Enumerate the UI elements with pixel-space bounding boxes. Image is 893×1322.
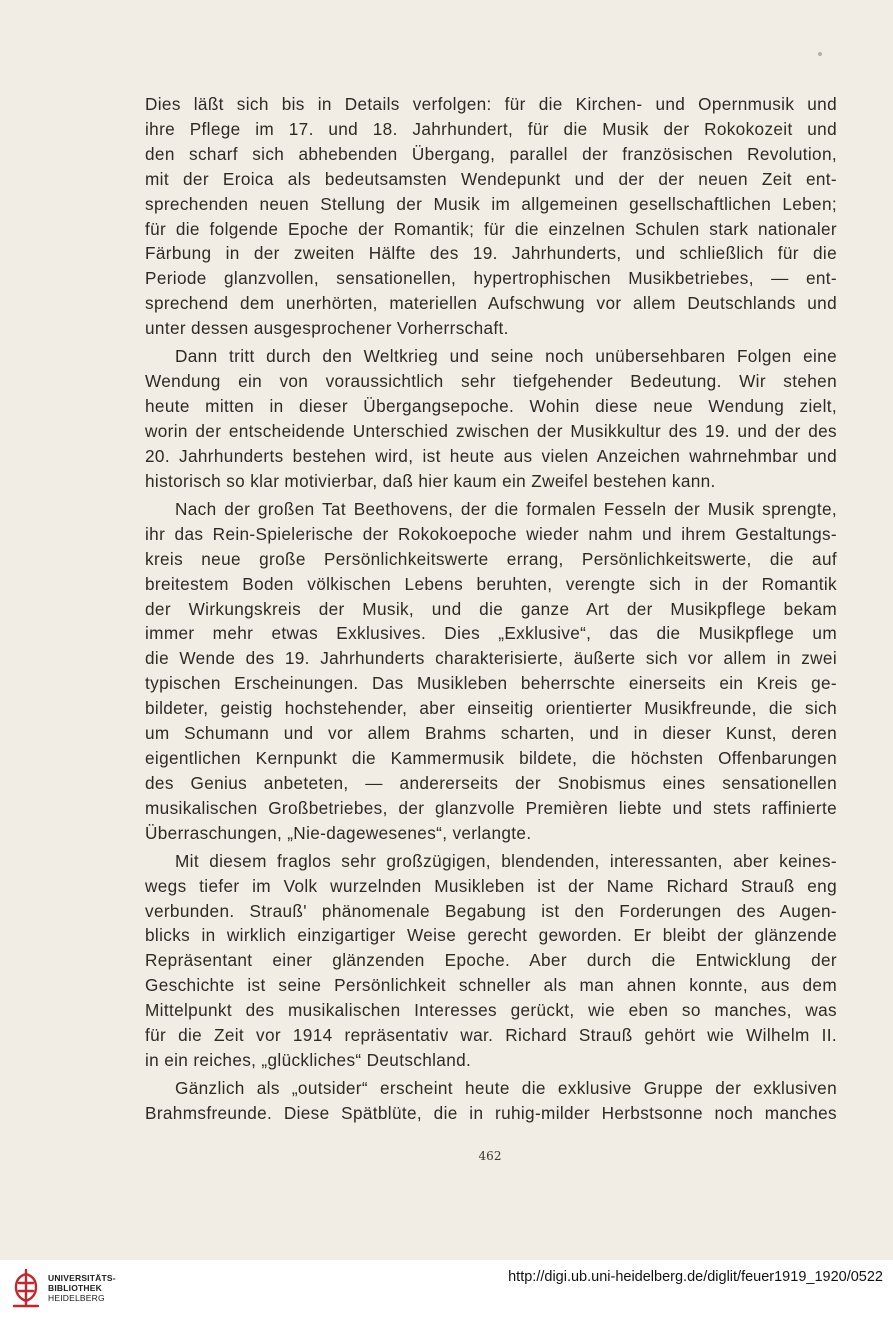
text-line: mit der Eroica als bedeutsamsten Wendepunkt und der der neuen Zeit ent- <box>145 168 837 189</box>
text-line: eigentlichen Kernpunkt die Kammermusik bildete, die höchsten Offenbarungen <box>145 747 837 768</box>
text-line: für die folgende Epoche der Romantik; für die einzelnen Schulen stark nationaler <box>145 218 837 239</box>
text-line: wegs tiefer im Volk wurzelnden Musikleben ist der Name Richard Strauß eng <box>145 875 837 896</box>
text-line: ihre Pflege im 17. und 18. Jahrhundert, für die Musik der Rokokozeit und <box>145 118 837 139</box>
body-text <box>145 92 837 1129</box>
paragraph-4 <box>145 849 837 1073</box>
text-line: 20. Jahrhunderts bestehen wird, ist heute aus vielen Anzeichen wahrnehmbar und <box>145 445 837 466</box>
text-line: musikalischen Großbetriebes, der glanzvolle Premièren liebte und stets raffinierte <box>145 797 837 818</box>
text-line: Nach der großen Tat Beethovens, der die formalen Fesseln der Musik sprengte, <box>175 498 837 519</box>
text-line: verbunden. Strauß' phänomenale Begabung ist den Forderungen des Augen- <box>145 900 837 921</box>
text-line: des Genius anbeteten, — andererseits der Snobismus eines sensationellen <box>145 772 837 793</box>
text-line: Gänzlich als „outsider“ erscheint heute die exklusive Gruppe der exklusiven <box>175 1078 837 1099</box>
text-line: immer mehr etwas Exklusives. Dies „Exklusive“, das die Musikpflege um <box>145 623 837 644</box>
text-line: ihr das Rein-Spielerische der Rokokoepoche wieder nahm und ihrem Gestaltungs- <box>145 523 837 544</box>
text-line: die Wende des 19. Jahrhunderts charakterisierte, äußerte sich vor allem in zwei <box>145 648 837 669</box>
library-logo-icon <box>10 1267 42 1309</box>
page-number: 462 <box>478 1149 502 1163</box>
text-line: unter dessen ausgesprochener Vorherrschaft. <box>145 318 509 339</box>
library-name-line: BIBLIOTHEK <box>48 1283 102 1293</box>
text-line: der Wirkungskreis der Musik, und die ganze Art der Musikpflege bekam <box>145 598 837 619</box>
paper-speck <box>818 52 822 56</box>
text-line: kreis neue große Persönlichkeitswerte errang, Persönlichkeitswerte, die auf <box>145 548 837 569</box>
text-line: breitestem Boden völkischen Lebens beruhten, verengte sich in der Romantik <box>145 573 837 594</box>
text-line: Mit diesem fraglos sehr großzügigen, blendenden, interessanten, aber keines- <box>175 850 837 871</box>
text-line: sprechenden neuen Stellung der Musik im allgemeinen gesellschaftlichen Leben; <box>145 193 837 214</box>
source-url[interactable]: http://digi.ub.uni-heidelberg.de/diglit/feuer1919_1920/0522 <box>508 1269 883 1285</box>
text-line: Wendung ein von voraussichtlich sehr tiefgehender Bedeutung. Wir stehen <box>145 371 837 392</box>
text-line: den scharf sich abhebenden Übergang, parallel der französischen Revolution, <box>145 143 837 164</box>
text-line: Mittelpunkt des musikalischen Interesses gerückt, wie eben so manches, was <box>145 1000 837 1021</box>
text-line: blicks in wirklich einzigartiger Weise gerecht geworden. Er bleibt der glänzende <box>145 925 837 946</box>
paragraph-1 <box>145 92 837 341</box>
library-name <box>48 1273 116 1303</box>
text-line: Geschichte ist seine Persönlichkeit schneller als man ahnen konnte, aus dem <box>145 975 837 996</box>
text-line: typischen Erscheinungen. Das Musikleben beherrschte einerseits ein Kreis ge- <box>145 673 837 694</box>
text-line: um Schumann und vor allem Brahms scharten, und in dieser Kunst, deren <box>145 723 837 744</box>
text-line: Repräsentant einer glänzenden Epoche. Aber durch die Entwicklung der <box>145 950 837 971</box>
text-line: Überraschungen, „Nie-dagewesenes“, verlangte. <box>145 822 532 843</box>
text-line: sprechend dem unerhörten, materiellen Aufschwung vor allem Deutschlands und <box>145 293 837 314</box>
paragraph-2 <box>145 344 837 493</box>
library-name-line: UNIVERSITÄTS- <box>48 1273 116 1283</box>
text-line: Brahmsfreunde. Diese Spätblüte, die in ruhig-milder Herbstsonne noch manches <box>145 1103 837 1123</box>
text-line: Dann tritt durch den Weltkrieg und seine noch unübersehbaren Folgen eine <box>175 346 837 367</box>
text-line: Periode glanzvollen, sensationellen, hypertrophischen Musikbetriebes, — ent- <box>145 268 837 289</box>
text-line: in ein reiches, „glückliches“ Deutschland. <box>145 1050 472 1070</box>
paragraph-5 <box>145 1076 837 1126</box>
text-line: historisch so klar motivierbar, daß hier kaum ein Zweifel bestehen kann. <box>145 470 716 491</box>
text-line: worin der entscheidende Unterschied zwischen der Musikkultur des 19. und der des <box>145 420 837 441</box>
text-line: für die Zeit vor 1914 repräsentativ war. Richard Strauß gehört wie Wilhelm II. <box>145 1025 837 1046</box>
text-line: bildeter, geistig hochstehender, aber einseitig orientierter Musikfreunde, die sich <box>145 698 837 719</box>
library-name-line: HEIDELBERG <box>48 1293 105 1303</box>
paragraph-3 <box>145 497 837 846</box>
text-line: Dies läßt sich bis in Details verfolgen: für die Kirchen- und Opernmusik und <box>145 94 837 114</box>
footer-bar <box>0 1260 893 1322</box>
text-line: heute mitten in dieser Übergangsepoche. Wohin diese neue Wendung zielt, <box>145 396 837 417</box>
text-line: Färbung in der zweiten Hälfte des 19. Jahrhunderts, und schließlich für die <box>145 243 837 264</box>
